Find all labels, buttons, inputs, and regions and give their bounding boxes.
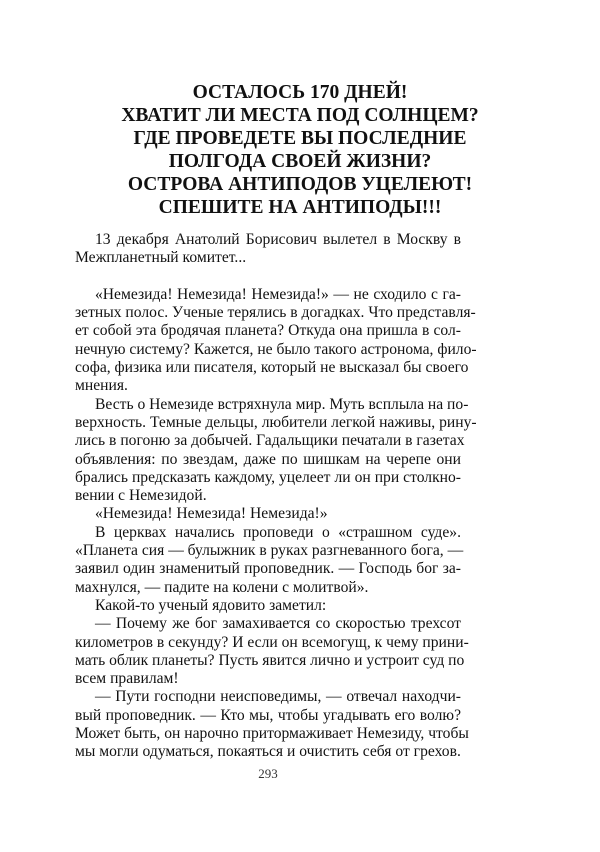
text-line: ет собой эта бродячая планета? Откуда она пришла в сол- xyxy=(75,322,461,340)
paragraph xyxy=(75,523,464,597)
headline-line: ОСТРОВА АНТИПОДОВ УЦЕЛЕЮТ! xyxy=(127,174,473,195)
chapter-headline xyxy=(20,81,580,219)
paragraph xyxy=(75,615,469,688)
text-line: Может быть, он нарочно притормаживает Немезиду, чтобы xyxy=(75,725,469,743)
text-line: «Немезида! Немезида! Немезида!» — не сходило с га- xyxy=(95,285,461,303)
text-line: объявления: по звездам, даже по шишкам на черепе они xyxy=(75,450,461,468)
paragraph xyxy=(75,597,461,615)
text-line: вый проповедник. — Кто мы, чтобы угадывать его волю? xyxy=(75,706,461,724)
text-line: Межпланетный комитет... xyxy=(75,249,247,267)
text-line: Какой-то ученый ядовито заметил: xyxy=(95,596,327,614)
text-line: лись в погоню за добычей. Гадальщики печатали в газетах xyxy=(75,432,465,450)
paragraph xyxy=(75,231,461,268)
text-line: 13 декабря Анатолий Борисович вылетел в Москву в xyxy=(95,231,461,248)
headline-line: ПОЛГОДА СВОЕЙ ЖИЗНИ? xyxy=(168,151,432,172)
text-line: — Почему же бог замахивается со скоростью трехсот xyxy=(95,615,461,633)
headline-line: ХВАТИТ ЛИ МЕСТА ПОД СОЛНЦЕМ? xyxy=(121,105,479,126)
text-line: «Немезида! Немезида! Немезида!» xyxy=(95,505,328,523)
body-text xyxy=(75,231,477,762)
text-line: всем правилам! xyxy=(75,670,179,688)
paragraph xyxy=(75,285,477,396)
text-line: мы могли одуматься, покаяться и очистить себя от грехов. xyxy=(75,743,461,761)
text-line: верхность. Темные дельцы, любители легкой наживы, рину- xyxy=(75,413,477,431)
text-line: мнения. xyxy=(75,377,128,395)
text-line: махнулся, — падите на колени с молитвой». xyxy=(75,578,369,596)
text-line: Весть о Немезиде встряхнула мир. Муть всплыла на по- xyxy=(95,395,469,413)
headline-line: ГДЕ ПРОВЕДЕТЕ ВЫ ПОСЛЕДНИЕ xyxy=(133,128,467,149)
text-line: мать облик планеты? Пусть явится лично и устроит суд по xyxy=(75,651,465,669)
page-number: 293 xyxy=(258,765,278,781)
page-content xyxy=(0,81,600,782)
paragraph xyxy=(75,688,469,761)
headline-line: СПЕШИТЕ НА АНТИПОДЫ!!! xyxy=(158,197,442,218)
text-line: заявил один знаменитый проповедник. — Господь бог за- xyxy=(75,560,461,578)
headline-line: ОСТАЛОСЬ 170 ДНЕЙ! xyxy=(192,82,408,103)
text-line: вении с Немезидой. xyxy=(75,487,207,505)
paragraph xyxy=(75,505,461,523)
text-line: «Планета сия — булыжник в руках разгневанного бога, — xyxy=(75,542,464,560)
text-line: километров в секунду? И если он всемогущ, к чему прини- xyxy=(75,633,469,651)
text-line: нечную систему? Кажется, не было такого астронома, фило- xyxy=(75,340,477,358)
paragraph xyxy=(75,395,477,506)
paragraph-gap xyxy=(75,268,461,286)
text-line: брались предсказать каждому, уцелеет ли он при столкно- xyxy=(75,468,461,486)
text-line: — Пути господни неисповедимы, — отвечал находчи- xyxy=(95,688,461,706)
text-line: зетных полос. Ученые терялись в догадках. Что представля- xyxy=(75,304,476,322)
text-line: В церквах начались проповеди о «страшном суде». xyxy=(95,523,461,541)
text-line: софа, физика или писателя, который не высказал бы своего xyxy=(75,359,469,377)
